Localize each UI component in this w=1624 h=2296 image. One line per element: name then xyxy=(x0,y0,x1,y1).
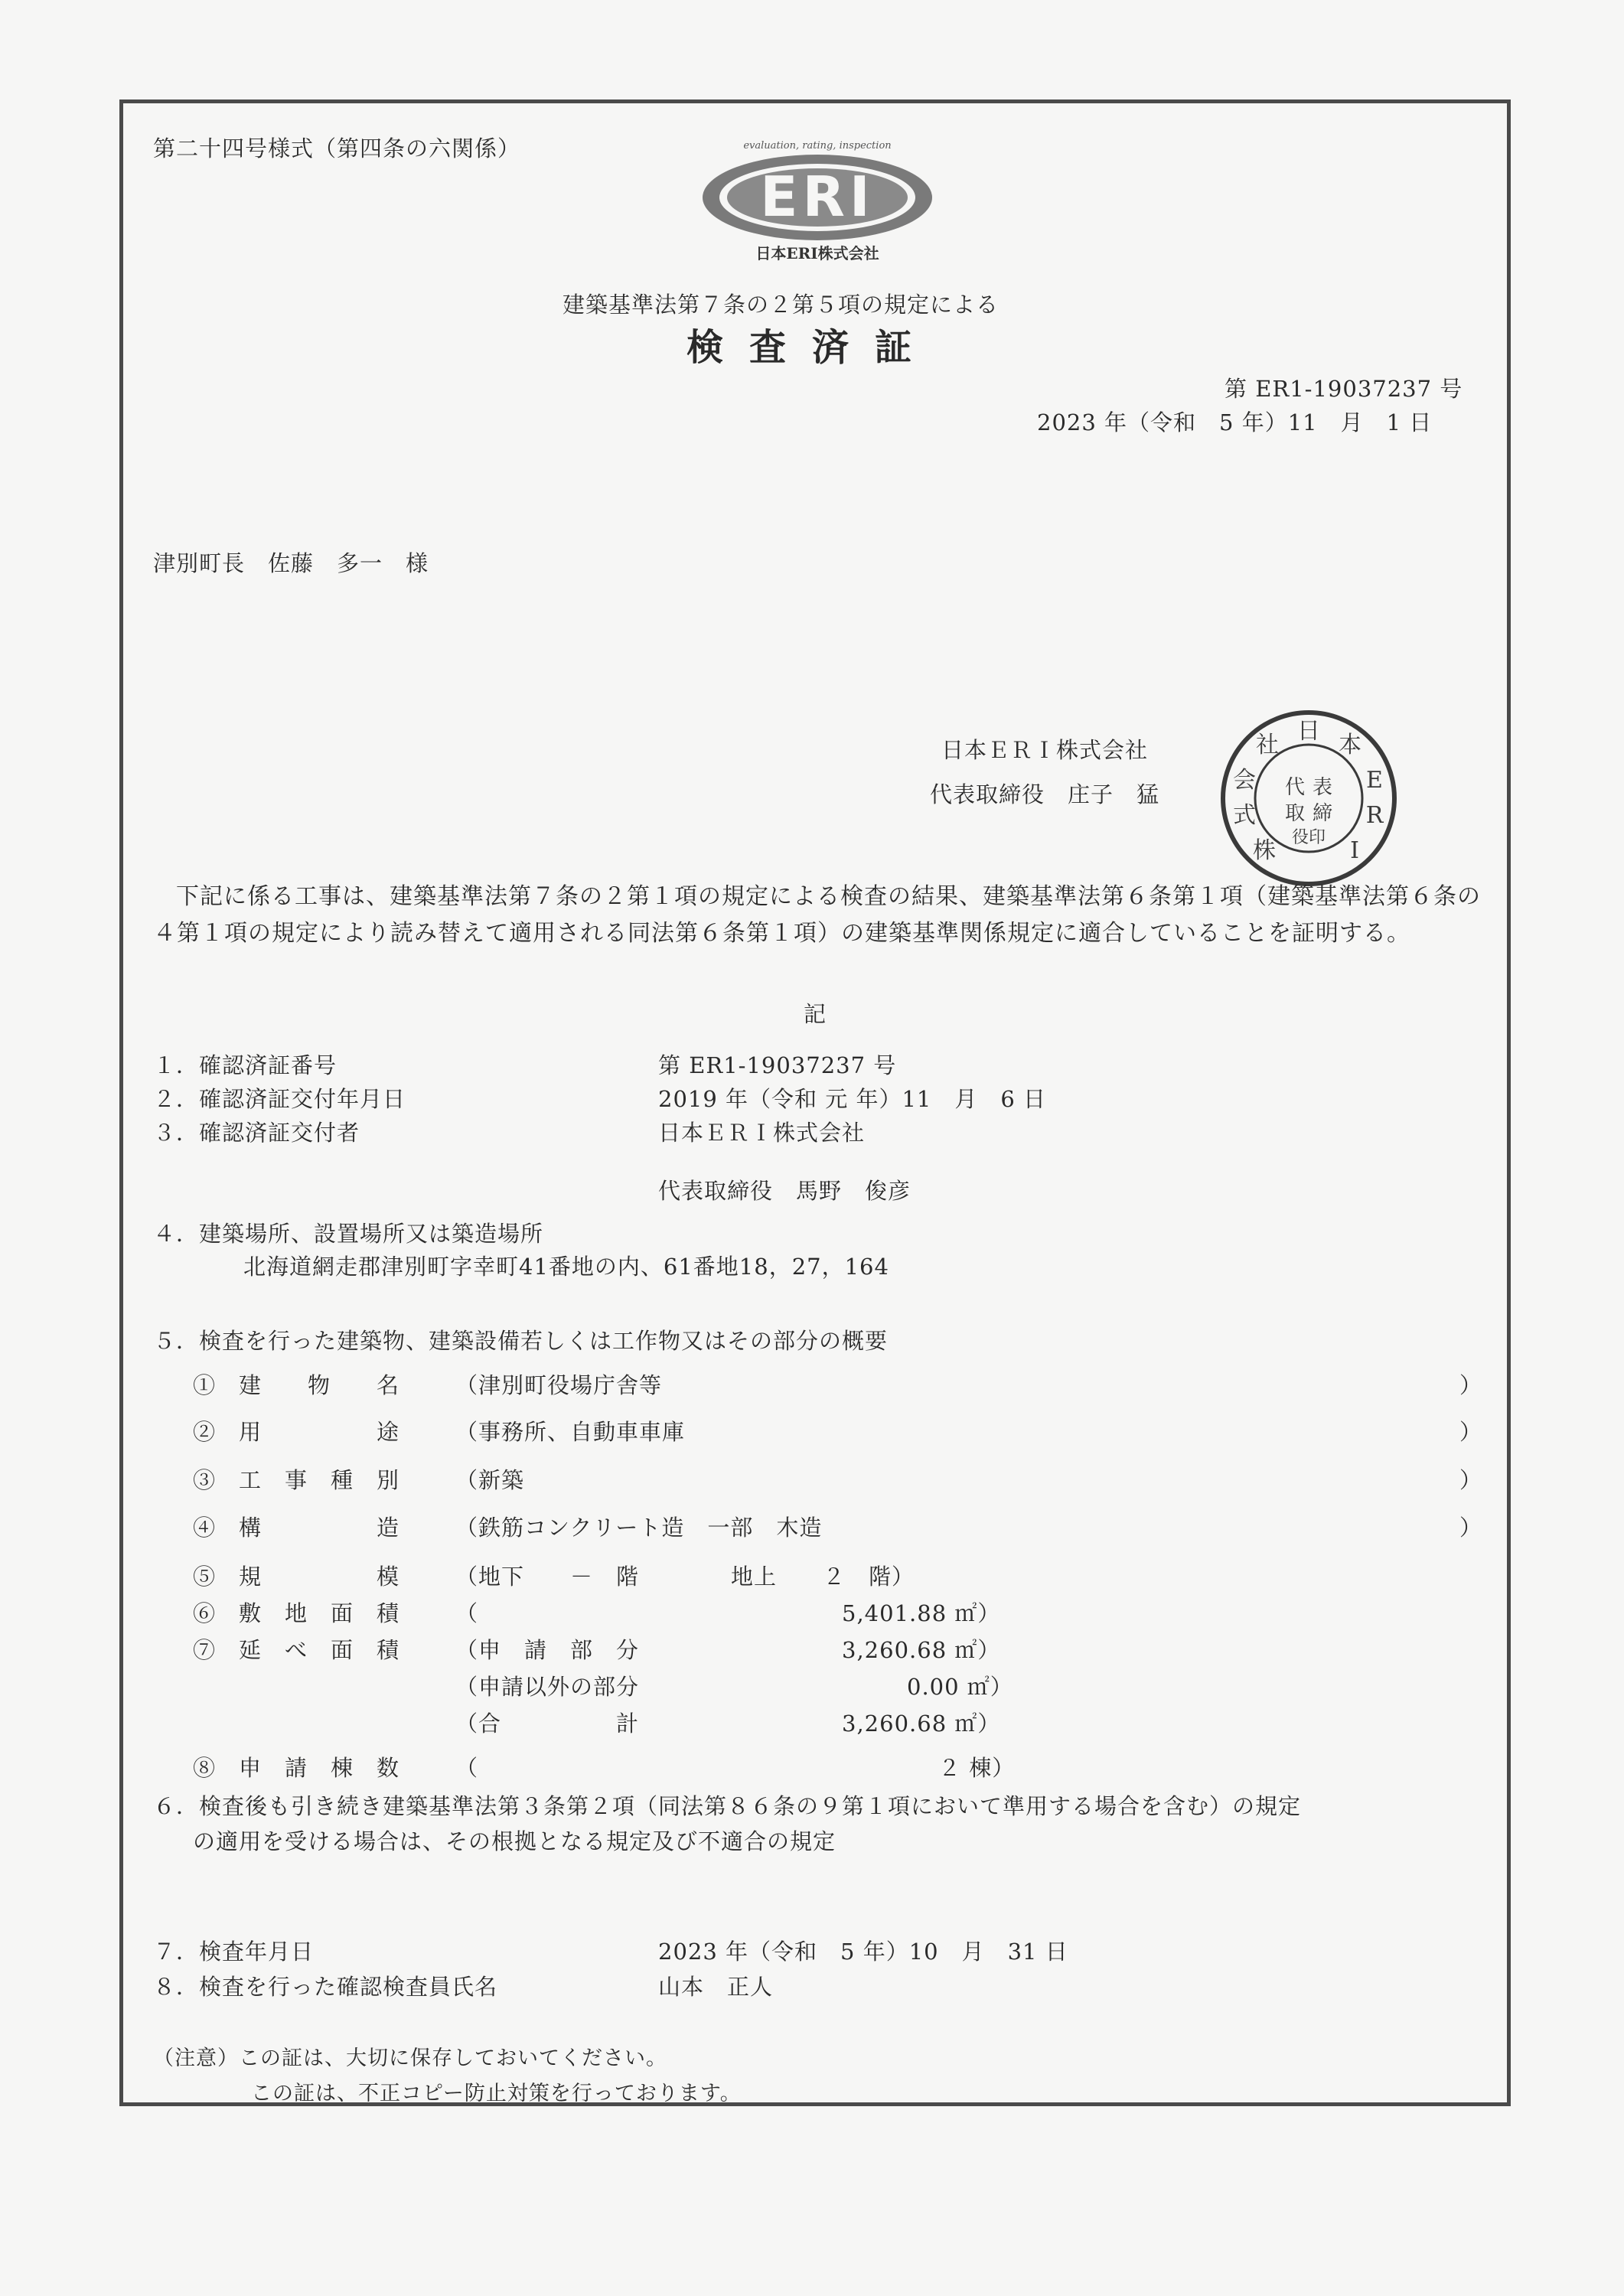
certificate-number: 第 ER1-19037237 号 xyxy=(1225,376,1463,402)
item-5-1-label: ① 建 物 名 xyxy=(193,1372,400,1398)
item-3-value-rep: 代表取締役 馬野 俊彦 xyxy=(658,1178,911,1204)
svg-text:本: 本 xyxy=(1339,732,1361,758)
issue-date: 2023 年（令和 5 年）11 月 1 日 xyxy=(1037,409,1433,435)
item-5-7-total-label: （合 計 xyxy=(455,1711,640,1737)
item-5-6-label: ⑥ 敷 地 面 積 xyxy=(193,1600,400,1626)
item-5-7-total-value: 3,260.68 ㎡） xyxy=(842,1711,1001,1737)
item-5-6-value: 5,401.88 ㎡） xyxy=(842,1600,1001,1626)
svg-text:株: 株 xyxy=(1253,837,1276,864)
item-2-value: 2019 年（令和 元 年）11 月 6 日 xyxy=(658,1086,1047,1112)
item-6-label-line2: の適用を受ける場合は、その根拠となる規定及び不適合の規定 xyxy=(193,1828,836,1854)
certification-statement xyxy=(153,879,1485,952)
logo-caption: evaluation, rating, inspection xyxy=(743,140,892,152)
svg-text:日: 日 xyxy=(1297,718,1320,745)
eri-logo xyxy=(672,135,963,265)
legal-basis: 建築基準法第７条の２第５項の規定による xyxy=(563,292,1000,318)
item-7-label: ７．検査年月日 xyxy=(153,1939,315,1965)
item-5-7-applied-label: （申 請 部 分 xyxy=(455,1637,640,1663)
item-5-2-label: ② 用 途 xyxy=(193,1419,400,1445)
item-4-label: ４．建築場所、設置場所又は築造場所 xyxy=(153,1221,544,1247)
logo-mark-text: ERI xyxy=(760,165,875,229)
item-5-1-value: （津別町役場庁舎等 xyxy=(455,1372,663,1398)
ki-heading: 記 xyxy=(804,1001,827,1027)
item-5-2-close: ） xyxy=(1459,1419,1483,1445)
issuer-company: 日本ＥＲＩ株式会社 xyxy=(941,737,1149,763)
form-number: 第二十四号様式（第四条の六関係） xyxy=(153,135,521,161)
item-2-label: ２．確認済証交付年月日 xyxy=(153,1086,406,1112)
item-5-8-label: ⑧ 申 請 棟 数 xyxy=(193,1755,400,1781)
note-line-2: この証は、不正コピー防止対策を行っております。 xyxy=(251,2082,742,2105)
item-5-7-other-value: 0.00 ㎡） xyxy=(907,1674,1013,1700)
svg-text:役印: 役印 xyxy=(1291,828,1326,847)
item-3-label: ３．確認済証交付者 xyxy=(153,1120,360,1146)
item-5-8-value: ２ 棟） xyxy=(938,1755,1016,1781)
item-1-label: １．確認済証番号 xyxy=(153,1052,338,1078)
note-line-1: （注意）この証は、大切に保存しておいてください。 xyxy=(153,2047,667,2070)
item-5-label: ５．検査を行った建築物、建築設備若しくは工作物又はその部分の概要 xyxy=(153,1328,889,1354)
addressee: 津別町長 佐藤 多一 様 xyxy=(153,550,429,576)
svg-text:締: 締 xyxy=(1312,802,1333,825)
item-5-6-open: （ xyxy=(455,1600,479,1626)
item-5-7-label: ⑦ 延 べ 面 積 xyxy=(193,1637,400,1663)
item-5-4-value: （鉄筋コンクリート造 一部 木造 xyxy=(455,1515,823,1541)
svg-text:E: E xyxy=(1366,767,1383,794)
item-5-3-label: ③ 工 事 種 別 xyxy=(193,1467,400,1493)
item-5-3-value: （新築 xyxy=(455,1467,525,1493)
svg-text:I: I xyxy=(1350,837,1359,864)
company-seal-stamp xyxy=(1218,708,1399,889)
item-5-5-label: ⑤ 規 模 xyxy=(193,1564,400,1590)
item-8-label: ８．検査を行った確認検査員氏名 xyxy=(153,1974,498,2000)
item-5-1-close: ） xyxy=(1459,1372,1483,1398)
item-6-label-line1: ６．検査後も引き続き建築基準法第３条第２項（同法第８６条の９第１項において準用する場合を含む）の規定 xyxy=(153,1793,1302,1819)
svg-text:表: 表 xyxy=(1312,776,1333,799)
svg-text:式: 式 xyxy=(1233,802,1256,829)
item-5-4-close: ） xyxy=(1459,1515,1483,1541)
item-8-value: 山本 正人 xyxy=(658,1974,774,2000)
item-5-8-open: （ xyxy=(455,1755,479,1781)
item-5-7-applied-value: 3,260.68 ㎡） xyxy=(842,1637,1001,1663)
svg-text:R: R xyxy=(1365,802,1384,829)
svg-text:取: 取 xyxy=(1284,802,1306,825)
svg-text:社: 社 xyxy=(1256,732,1279,758)
item-5-5-value: （地下 － 階 地上 ２ 階） xyxy=(455,1564,915,1590)
svg-text:会: 会 xyxy=(1233,767,1256,794)
item-5-7-other-label: （申請以外の部分 xyxy=(455,1674,640,1700)
logo-company: 日本ERI株式会社 xyxy=(755,244,879,263)
document-title: 検査済証 xyxy=(686,326,938,369)
item-4-value: 北海道網走郡津別町字幸町41番地の内、61番地18，27，164 xyxy=(243,1254,889,1280)
eri-logo-mark xyxy=(672,135,963,265)
statement-text: 下記に係る工事は、建築基準法第７条の２第１項の規定による検査の結果、建築基準法第６条第１項（建築基準法第６条の４第１項の規定により読み替えて適用される同法第６条第１項）の建築基準関係規定に適合していることを証明する。 xyxy=(153,883,1481,947)
item-7-value: 2023 年（令和 5 年）10 月 31 日 xyxy=(658,1939,1068,1965)
item-3-value: 日本ＥＲＩ株式会社 xyxy=(658,1120,866,1146)
issuer-representative: 代表取締役 庄子 猛 xyxy=(930,781,1160,807)
item-5-2-value: （事務所、自動車車庫 xyxy=(455,1419,686,1445)
item-5-3-close: ） xyxy=(1459,1467,1483,1493)
item-5-4-label: ④ 構 造 xyxy=(193,1515,400,1541)
svg-text:代: 代 xyxy=(1284,776,1306,799)
item-1-value: 第 ER1-19037237 号 xyxy=(658,1052,897,1078)
